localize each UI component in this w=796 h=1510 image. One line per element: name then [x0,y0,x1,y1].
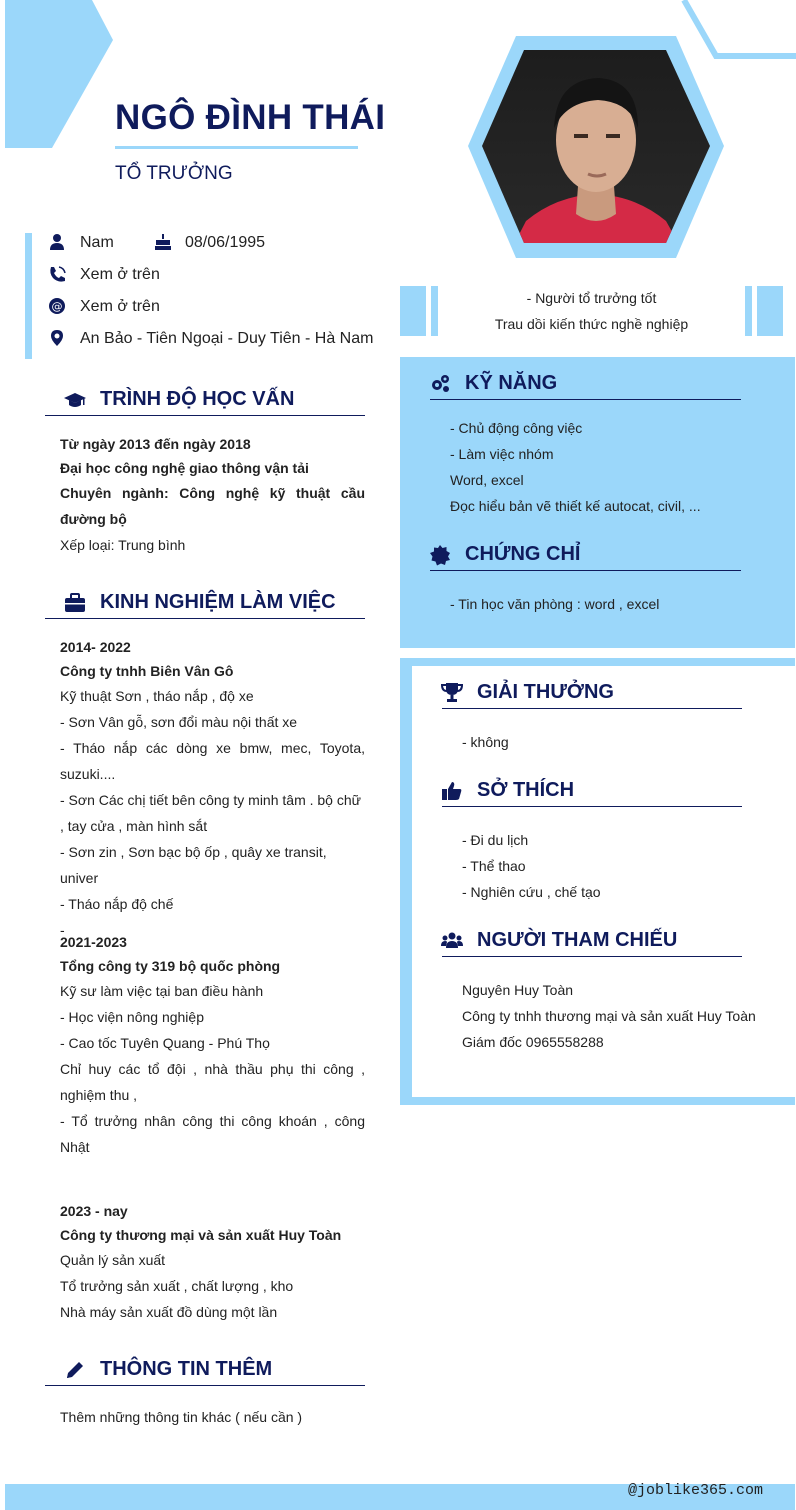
certificate-item: - Tin học văn phòng : word , excel [450,596,660,612]
job-company: Công ty tnhh Biên Vân Gô [60,663,234,679]
pencil-icon [64,1359,86,1381]
education-school: Đại học công nghệ giao thông vận tải [60,460,309,476]
job-detail: - Tháo nắp độ chế [60,896,174,912]
phone-icon [48,265,66,283]
experience-job-2 [60,930,365,1160]
objective-right-bars [745,286,783,336]
user-icon [48,233,66,251]
job-detail: - Cao tốc Tuyên Quang - Phú Thọ [60,1035,270,1051]
top-left-decoration [0,0,120,150]
reference-item: Công ty tnhh thương mại và sản xuất Huy Toàn [462,1008,756,1024]
thumbs-up-icon [441,780,463,802]
education-grade: Xếp loại: Trung bình [60,537,186,553]
extra-info-text: Thêm những thông tin khác ( nếu cần ) [60,1409,303,1425]
hobbies-list [462,827,601,905]
section-divider [45,1385,365,1386]
job-period: 2021-2023 [60,934,127,950]
contact-accent-bar [25,233,32,359]
candidate-name: NGÔ ĐÌNH THÁI [115,98,386,137]
trophy-icon [441,681,463,703]
hobbies-section-title: SỞ THÍCH [477,779,575,801]
job-company: Công ty thương mại và sản xuất Huy Toàn [60,1227,342,1243]
education-section-title: TRÌNH ĐỘ HỌC VẤN [100,388,295,410]
birthday-cake-icon [154,233,172,251]
hobby-item: - Đi du lịch [462,832,529,848]
objective-line: - Người tổ trưởng tốt [526,290,657,306]
skill-item: - Làm việc nhóm [450,446,554,462]
location-pin-icon [48,329,66,347]
awards-section-title: GIẢI THƯỞNG [477,681,614,703]
certificates-list [450,591,659,617]
career-objective [440,285,743,337]
people-group-icon [441,930,463,952]
gears-icon [429,373,451,395]
job-detail: Chỉ huy các tổ đội , nhà thầu phụ thi công , nghiệm thu , [60,1061,365,1103]
job-detail: - Sơn Vân gỗ, sơn đổi màu nội thất xe [60,714,298,730]
job-detail: Kỹ thuật Sơn , tháo nắp , độ xe [60,688,254,704]
job-company: Tổng công ty 319 bộ quốc phòng [60,958,281,974]
birthday-value: 08/06/1995 [185,234,266,251]
job-detail: - Sơn zin , Sơn bạc bộ ốp , quây xe transit, univer [60,844,327,886]
address-value: An Bảo - Tiên Ngoại - Duy Tiên - Hà Nam [80,330,374,347]
job-period: 2014- 2022 [60,639,131,655]
gender-value: Nam [80,234,114,251]
references-list [462,977,756,1055]
job-period: 2023 - nay [60,1203,128,1219]
section-divider [430,570,741,571]
reference-item: Nguyên Huy Toàn [462,982,574,998]
job-detail: - Học viện nông nghiệp [60,1009,204,1025]
extra-info-section-title: THÔNG TIN THÊM [100,1358,273,1380]
skills-list [450,415,701,519]
objective-left-bars [400,286,438,336]
education-section [60,432,365,558]
section-divider [442,806,742,807]
section-divider [442,708,742,709]
section-divider [430,399,741,400]
award-item: - không [462,734,509,750]
hobby-item: - Nghiên cứu , chế tạo [462,884,601,900]
education-major: Chuyên ngành: Công nghệ kỹ thuật cầu đường bộ [60,485,365,527]
skill-item: Đọc hiểu bản vẽ thiết kế autocat, civil, ... [450,498,701,514]
name-underline [115,146,358,149]
hobby-item: - Thể thao [462,858,526,874]
section-divider [45,618,365,619]
graduation-cap-icon [64,389,86,411]
skill-item: Word, excel [450,472,524,488]
experience-section-title: KINH NGHIỆM LÀM VIỆC [100,591,336,613]
job-detail: Quản lý sản xuất [60,1252,166,1268]
job-detail: Tổ trưởng sản xuất , chất lượng , kho [60,1278,294,1294]
job-detail: - Sơn Các chị tiết bên công ty minh tâm . bộ chữ , tay cửa , màn hình sắt [60,792,362,834]
job-detail: - [60,922,65,938]
experience-job-3 [60,1199,365,1325]
job-title: TỔ TRƯỞNG [115,163,233,184]
section-divider [442,956,742,957]
briefcase-icon [64,592,86,614]
reference-item: Giám đốc 0965558288 [462,1034,604,1050]
job-detail: Nhà máy sản xuất đồ dùng một lần [60,1304,278,1320]
email-at-icon [48,297,66,315]
experience-job-1 [60,635,365,943]
email-value: Xem ở trên [80,298,160,315]
education-period: Từ ngày 2013 đến ngày 2018 [60,436,251,452]
phone-value: Xem ở trên [80,266,160,283]
section-divider [45,415,365,416]
job-detail: - Tổ trưởng nhân công thi công khoán , công Nhật [60,1113,365,1155]
profile-photo [466,36,726,260]
certificates-section-title: CHỨNG CHỈ [465,543,581,565]
skills-section-title: KỸ NĂNG [465,372,558,394]
job-detail: - Tháo nắp các dòng xe bmw, mec, Toyota, suzuki.... [60,740,365,782]
awards-list [462,729,509,755]
objective-line: Trau dồi kiến thức nghề nghiệp [494,316,689,332]
certificate-badge-icon [429,544,451,566]
references-section-title: NGƯỜI THAM CHIẾU [477,929,678,951]
job-detail: Kỹ sư làm việc tại ban điều hành [60,983,264,999]
footer-watermark: @joblike365.com [627,1482,763,1499]
svg-text:@: @ [51,300,63,313]
skill-item: - Chủ động công việc [450,420,583,436]
